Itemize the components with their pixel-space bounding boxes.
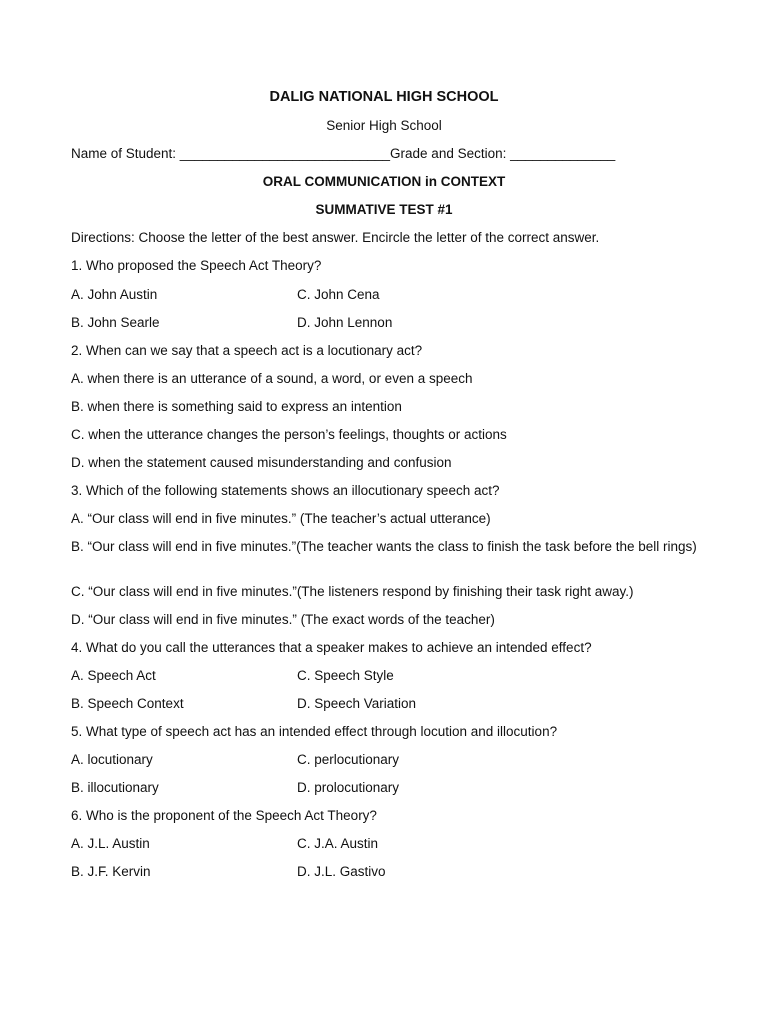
student-info-line: Name of Student: ____________________________Grade and Section: ______________ [71, 146, 616, 161]
q4-option-d: D. Speech Variation [297, 696, 417, 711]
school-name: DALIG NATIONAL HIGH SCHOOL [269, 89, 499, 105]
q2-option-c: C. when the utterance changes the person’s feelings, thoughts or actions [71, 427, 507, 442]
q4-option-c: C. Speech Style [297, 668, 394, 683]
q1-option-b: B. John Searle [71, 315, 160, 330]
q5-option-c: C. perlocutionary [297, 752, 400, 767]
q3-option-d: D. “Our class will end in five minutes.” (The exact words of the teacher) [71, 612, 495, 627]
q2-option-a: A. when there is an utterance of a sound, a word, or even a speech [71, 371, 473, 386]
question-1: 1. Who proposed the Speech Act Theory? [71, 258, 322, 273]
q3-option-b: B. “Our class will end in five minutes.”(The teacher wants the class to finish the task before the bell rings) [71, 539, 697, 554]
directions: Directions: Choose the letter of the best answer. Encircle the letter of the correct answer. [71, 230, 600, 245]
q4-option-a: A. Speech Act [71, 668, 156, 683]
question-2: 2. When can we say that a speech act is a locutionary act? [71, 343, 423, 358]
question-3: 3. Which of the following statements shows an illocutionary speech act? [71, 483, 500, 498]
q5-option-a: A. locutionary [71, 752, 153, 767]
subject-title: ORAL COMMUNICATION in CONTEXT [262, 174, 506, 189]
q3-option-a: A. “Our class will end in five minutes.” (The teacher’s actual utterance) [71, 511, 491, 526]
q6-option-c: C. J.A. Austin [297, 836, 379, 851]
q6-option-b: B. J.F. Kervin [71, 864, 151, 879]
q1-option-d: D. John Lennon [297, 315, 393, 330]
q5-option-b: B. illocutionary [71, 780, 159, 795]
q5-option-d: D. prolocutionary [297, 780, 400, 795]
q1-option-a: A. John Austin [71, 287, 158, 302]
test-title: SUMMATIVE TEST #1 [315, 202, 453, 217]
q1-option-c: C. John Cena [297, 287, 380, 302]
q4-option-b: B. Speech Context [71, 696, 184, 711]
q2-option-b: B. when there is something said to express an intention [71, 399, 402, 414]
question-4: 4. What do you call the utterances that a speaker makes to achieve an intended effect? [71, 640, 592, 655]
question-6: 6. Who is the proponent of the Speech Act Theory? [71, 808, 377, 823]
school-level: Senior High School [326, 118, 442, 133]
question-5: 5. What type of speech act has an intended effect through locution and illocution? [71, 724, 558, 739]
q6-option-d: D. J.L. Gastivo [297, 864, 386, 879]
q6-option-a: A. J.L. Austin [71, 836, 150, 851]
q2-option-d: D. when the statement caused misunderstanding and confusion [71, 455, 452, 470]
q3-option-c: C. “Our class will end in five minutes.”(The listeners respond by finishing their task right away.) [71, 584, 634, 599]
